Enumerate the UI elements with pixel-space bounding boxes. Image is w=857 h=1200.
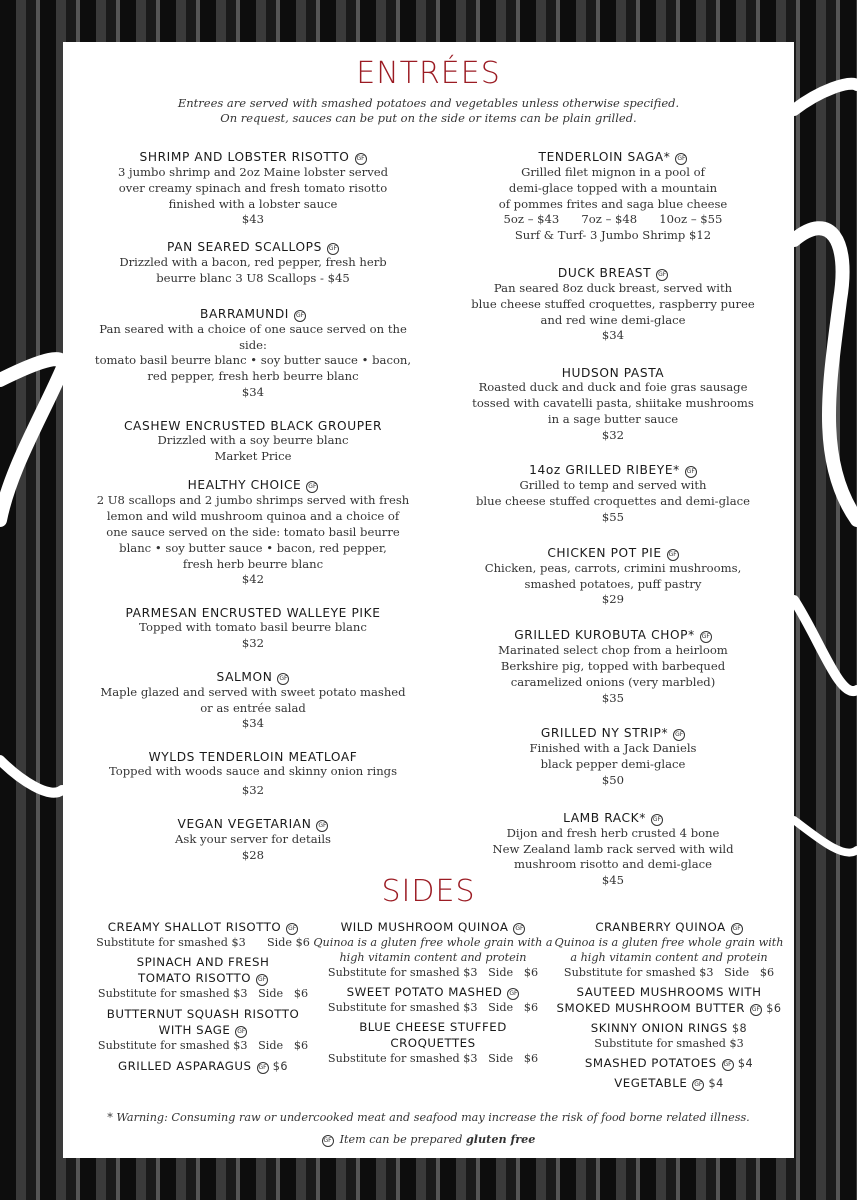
side-description: Substitute for smashed $3 Side $6	[97, 1039, 309, 1052]
description-line: in a sage butter sauce	[547, 411, 679, 426]
entree-price: $35	[601, 690, 625, 705]
entree-price: $32	[241, 635, 265, 650]
entree-price: $43	[241, 212, 265, 227]
entree-description	[93, 433, 413, 465]
entree-name: HUDSON PASTA	[561, 366, 665, 381]
description-line: Finished with a Jack Daniels	[529, 741, 697, 756]
description-line: 5oz – $43 7oz – $48 10oz – $55	[503, 212, 723, 227]
entree-item	[93, 606, 413, 652]
side-name-line-2	[83, 1022, 323, 1038]
gluten-free-legend	[63, 1132, 794, 1147]
entree-item	[463, 463, 763, 525]
side-name: SPINACH AND FRESH	[136, 955, 270, 969]
description-line: blanc • soy butter sauce • bacon, red pepper,	[119, 540, 387, 555]
entree-description	[93, 620, 413, 636]
entree-price: $28	[241, 847, 265, 862]
gluten-free-icon: GF	[692, 1079, 704, 1091]
description-line: Dijon and fresh herb crusted 4 bone	[506, 825, 720, 840]
side-item	[549, 984, 789, 1016]
side-name	[83, 1058, 323, 1074]
side-name	[549, 1020, 789, 1036]
description-line: Drizzled with a bacon, red pepper, fresh herb	[119, 255, 387, 270]
entree-item	[463, 266, 763, 344]
description-line: finished with a lobster sauce	[168, 196, 338, 211]
entree-price: $34	[601, 328, 625, 343]
entree-price: $34	[241, 384, 265, 399]
side-description: Substitute for smashed $3 Side $6	[327, 1001, 539, 1014]
sides-column-3	[549, 919, 789, 1091]
side-price: $6	[766, 1002, 782, 1015]
entrees-subtitle-line-1: Entrees are served with smashed potatoes and vegetables unless otherwise specified.	[177, 96, 680, 110]
gluten-free-icon: GF	[685, 466, 697, 478]
entree-name-text: HEALTHY CHOICE	[187, 478, 302, 493]
side-name	[83, 919, 323, 935]
description-line: Topped with woods sauce and skinny onion rings	[108, 764, 398, 779]
side-name-text: SKINNY ONION RINGS	[590, 1021, 728, 1035]
entree-price: $45	[601, 873, 625, 888]
side-name-text: SWEET POTATO MASHED	[346, 985, 503, 999]
entree-price: $42	[241, 572, 265, 587]
entree-description	[463, 741, 763, 773]
side-description: Substitute for smashed $3 Side $6	[96, 936, 310, 949]
gluten-free-icon: GF	[673, 729, 685, 741]
gluten-free-icon: GF	[306, 481, 318, 493]
entree-item	[93, 478, 413, 588]
side-description: Substitute for smashed $3 Side $6	[327, 966, 539, 979]
description-line: smashed potatoes, puff pastry	[524, 576, 702, 591]
entree-item	[463, 150, 763, 244]
entree-name-text: 14oz GRILLED RIBEYE*	[529, 463, 680, 478]
entree-price: $50	[601, 772, 625, 787]
side-item	[549, 1020, 789, 1051]
description-line: Marinated select chop from a heirloom	[498, 643, 728, 658]
gluten-free-icon: GF	[722, 1059, 734, 1071]
entree-description	[463, 643, 763, 690]
description-line: beurre blanc 3 U8 Scallops - $45	[156, 270, 350, 285]
side-item	[313, 1019, 553, 1066]
entree-price: $32	[241, 782, 265, 797]
entree-description	[93, 493, 413, 572]
sides-column-2	[313, 919, 553, 1066]
gluten-free-icon: GF	[507, 988, 519, 1000]
raw-food-warning: * Warning: Consuming raw or undercooked meat and seafood may increase the risk of food borne related illness.	[107, 1111, 750, 1124]
gluten-free-icon: GF	[294, 310, 306, 322]
menu-card	[63, 42, 794, 1158]
entree-name-text: LAMB RACK*	[563, 810, 646, 825]
gluten-free-icon: GF	[731, 923, 743, 935]
gluten-free-icon: GF	[286, 923, 298, 935]
side-name-text: CREAMY SHALLOT RISOTTO	[107, 920, 282, 934]
entree-price: $34	[241, 716, 265, 731]
side-name-text: SMASHED POTATOES	[584, 1056, 717, 1070]
entree-description	[93, 255, 413, 287]
description-line: Drizzled with a soy beurre blanc	[157, 432, 349, 447]
side-name-text: SMOKED MUSHROOM BUTTER	[556, 1001, 745, 1015]
side-description: Substitute for smashed $3 Side $6	[327, 1052, 539, 1065]
side-price: $4	[708, 1077, 724, 1090]
side-description: Quinoa is a gluten free whole grain with	[554, 936, 784, 949]
entree-name-text: GRILLED KUROBUTA CHOP*	[514, 628, 695, 643]
entree-description	[463, 165, 763, 244]
entree-item	[93, 307, 413, 401]
entree-name-text: GRILLED NY STRIP*	[540, 726, 669, 741]
description-line: New Zealand lamb rack served with wild	[492, 841, 734, 856]
entree-name	[93, 670, 413, 685]
side-description: Substitute for smashed $3	[594, 1037, 744, 1050]
description-line: mushroom risotto and demi-glace	[513, 857, 712, 872]
entree-item	[463, 546, 763, 608]
entree-price: $32	[601, 427, 625, 442]
description-line: Surf & Turf- 3 Jumbo Shrimp $12	[514, 228, 712, 243]
entree-item	[93, 817, 413, 864]
side-item	[549, 1075, 789, 1091]
entree-name: WYLDS TENDERLOIN MEATLOAF	[148, 750, 358, 765]
description-line: Pan seared 8oz duck breast, served with	[493, 280, 733, 295]
description-line: tossed with cavatelli pasta, shiitake mushrooms	[472, 395, 754, 410]
side-name-text: CRANBERRY QUINOA	[595, 920, 726, 934]
entree-price: $55	[601, 509, 625, 524]
description-line: blue cheese stuffed croquettes, raspberry puree	[471, 296, 755, 311]
entree-item	[93, 240, 413, 287]
sides-title: SIDES	[381, 874, 476, 909]
entree-item	[93, 670, 413, 732]
entree-item	[463, 726, 763, 788]
gluten-free-legend-bold: gluten free	[465, 1132, 536, 1146]
entree-name	[463, 463, 763, 478]
entree-name-text: PAN SEARED SCALLOPS	[167, 240, 322, 255]
description-line: and red wine demi-glace	[540, 312, 686, 327]
side-description: high vitamin content and protein	[339, 951, 527, 964]
gluten-free-icon: GF	[651, 814, 663, 826]
description-line: caramelized onions (very marbled)	[510, 674, 716, 689]
side-name: BUTTERNUT SQUASH RISOTTO	[106, 1007, 300, 1021]
side-name	[549, 919, 789, 935]
description-line: black pepper demi-glace	[540, 757, 686, 772]
gluten-free-icon: GF	[277, 673, 289, 685]
gluten-free-icon: GF	[667, 549, 679, 561]
entree-description	[93, 685, 413, 717]
gluten-free-icon: GF	[257, 1062, 269, 1074]
description-line: Grilled to temp and served with	[519, 478, 707, 493]
side-item	[549, 1055, 789, 1071]
entree-name	[463, 628, 763, 643]
gluten-free-icon: GF	[513, 923, 525, 935]
entree-price: $29	[601, 592, 625, 607]
side-name: SAUTEED MUSHROOMS WITH	[576, 985, 762, 999]
entree-name	[93, 478, 413, 493]
entree-item	[93, 750, 413, 799]
entree-name	[93, 240, 413, 255]
description-line: 3 jumbo shrimp and 2oz Maine lobster served	[117, 165, 389, 179]
description-line: Ask your server for details	[175, 831, 331, 846]
entree-name	[93, 307, 413, 322]
entrees-subtitle	[63, 96, 794, 126]
side-name-line-2	[549, 1000, 789, 1016]
description-line: 2 U8 scallops and 2 jumbo shrimps served with fresh	[96, 493, 410, 508]
entree-description	[93, 165, 413, 212]
entrees-right-column	[463, 150, 763, 889]
side-item	[313, 984, 553, 1015]
description-line: or as entrée salad	[200, 700, 306, 715]
description-line: Chicken, peas, carrots, crimini mushrooms,	[484, 560, 742, 575]
side-name: BLUE CHEESE STUFFED	[359, 1020, 507, 1034]
entree-name-text: DUCK BREAST	[557, 265, 652, 280]
description-line: Berkshire pig, topped with barbequed	[500, 658, 726, 673]
entree-description	[463, 826, 763, 873]
description-line: lemon and wild mushroom quinoa and a choice of	[106, 509, 400, 524]
sides-column-1	[83, 919, 323, 1074]
gluten-free-icon: GF	[322, 1135, 334, 1147]
entree-name	[463, 150, 763, 165]
side-price: $8	[731, 1022, 748, 1035]
side-item	[549, 919, 789, 980]
entree-name	[93, 817, 413, 832]
entree-description	[463, 478, 763, 510]
entree-item	[93, 419, 413, 465]
entree-item	[463, 366, 763, 443]
entree-name-text: CHICKEN POT PIE	[547, 545, 662, 560]
entree-name-text: VEGAN VEGETARIAN	[177, 816, 312, 831]
entree-description	[463, 380, 763, 427]
entree-item	[93, 150, 413, 228]
entrees-left-column	[93, 150, 413, 863]
side-name	[313, 919, 553, 935]
gluten-free-icon: GF	[750, 1004, 762, 1016]
entree-description	[463, 561, 763, 593]
side-name-text: WITH SAGE	[158, 1023, 231, 1037]
gluten-free-icon: GF	[256, 974, 268, 986]
entree-name-text: BARRAMUNDI	[199, 306, 289, 321]
gluten-free-icon: GF	[656, 269, 668, 281]
description-line: demi-glace topped with a mountain	[508, 180, 718, 195]
description-line: Pan seared with a choice of one sauce served on the side:	[99, 321, 407, 352]
gluten-free-icon: GF	[327, 243, 339, 255]
entree-name: CASHEW ENCRUSTED BLACK GROUPER	[123, 418, 383, 433]
entree-name-text: SALMON	[216, 669, 273, 684]
side-name	[549, 1055, 789, 1071]
gluten-free-legend-text: Item can be prepared	[339, 1133, 466, 1146]
entree-name: PARMESAN ENCRUSTED WALLEYE PIKE	[125, 606, 381, 621]
gluten-free-icon: GF	[675, 153, 687, 165]
side-item	[83, 1058, 323, 1074]
side-name-text: WILD MUSHROOM QUINOA	[340, 920, 509, 934]
description-line: Market Price	[214, 448, 292, 463]
side-name	[313, 984, 553, 1000]
entrees-subtitle-line-2: On request, sauces can be put on the side or items can be plain grilled.	[220, 111, 637, 125]
side-name-text: TOMATO RISOTTO	[137, 971, 251, 985]
side-item	[83, 1006, 323, 1053]
gluten-free-icon: GF	[700, 631, 712, 643]
side-description: Substitute for smashed $3 Side $6	[97, 987, 309, 1000]
entree-name	[93, 150, 413, 165]
description-line: Maple glazed and served with sweet potato mashed	[100, 684, 406, 699]
entree-name	[463, 266, 763, 281]
entree-name-text: TENDERLOIN SAGA*	[538, 150, 671, 164]
side-price: $4	[737, 1057, 754, 1070]
side-item	[83, 919, 323, 950]
description-line: one sauce served on the side: tomato basil beurre	[106, 524, 400, 539]
description-line: Grilled filet mignon in a pool of	[521, 165, 705, 179]
side-name	[549, 1075, 789, 1091]
side-price: $6	[272, 1060, 289, 1073]
entree-description	[93, 322, 413, 385]
gluten-free-icon: GF	[355, 153, 367, 165]
entree-name	[463, 811, 763, 826]
side-name-line-2	[83, 970, 323, 986]
gluten-free-icon: GF	[235, 1026, 247, 1038]
side-description: Quinoa is a gluten free whole grain with a	[313, 936, 553, 949]
gluten-free-icon: GF	[316, 820, 328, 832]
side-description: Substitute for smashed $3 Side $6	[563, 966, 775, 979]
entree-description	[463, 281, 763, 328]
entree-name	[463, 546, 763, 561]
side-name-line-2: CROQUETTES	[390, 1036, 476, 1050]
entree-name	[463, 726, 763, 741]
side-name-text: GRILLED ASPARAGUS	[117, 1059, 252, 1073]
side-name-text: VEGETABLE	[614, 1076, 688, 1090]
description-line: tomato basil beurre blanc • soy butter sauce • bacon,	[94, 353, 412, 368]
description-line: Topped with tomato basil beurre blanc	[139, 620, 367, 635]
entree-description	[93, 764, 413, 780]
description-line: fresh herb beurre blanc	[182, 556, 324, 571]
description-line: blue cheese stuffed croquettes and demi-glace	[476, 494, 750, 509]
description-line: Roasted duck and duck and foie gras sausage	[478, 380, 748, 395]
side-item	[83, 954, 323, 1001]
entree-item	[463, 628, 763, 706]
entree-name-text: SHRIMP AND LOBSTER RISOTTO	[139, 150, 350, 164]
description-line: red pepper, fresh herb beurre blanc	[147, 369, 359, 384]
side-description: a high vitamin content and protein	[570, 951, 768, 964]
description-line: of pommes frites and saga blue cheese	[498, 196, 728, 211]
entree-description	[93, 832, 413, 848]
side-item	[313, 919, 553, 980]
description-line: over creamy spinach and fresh tomato risotto	[118, 180, 388, 195]
entrees-title: ENTRÉES	[356, 56, 501, 91]
